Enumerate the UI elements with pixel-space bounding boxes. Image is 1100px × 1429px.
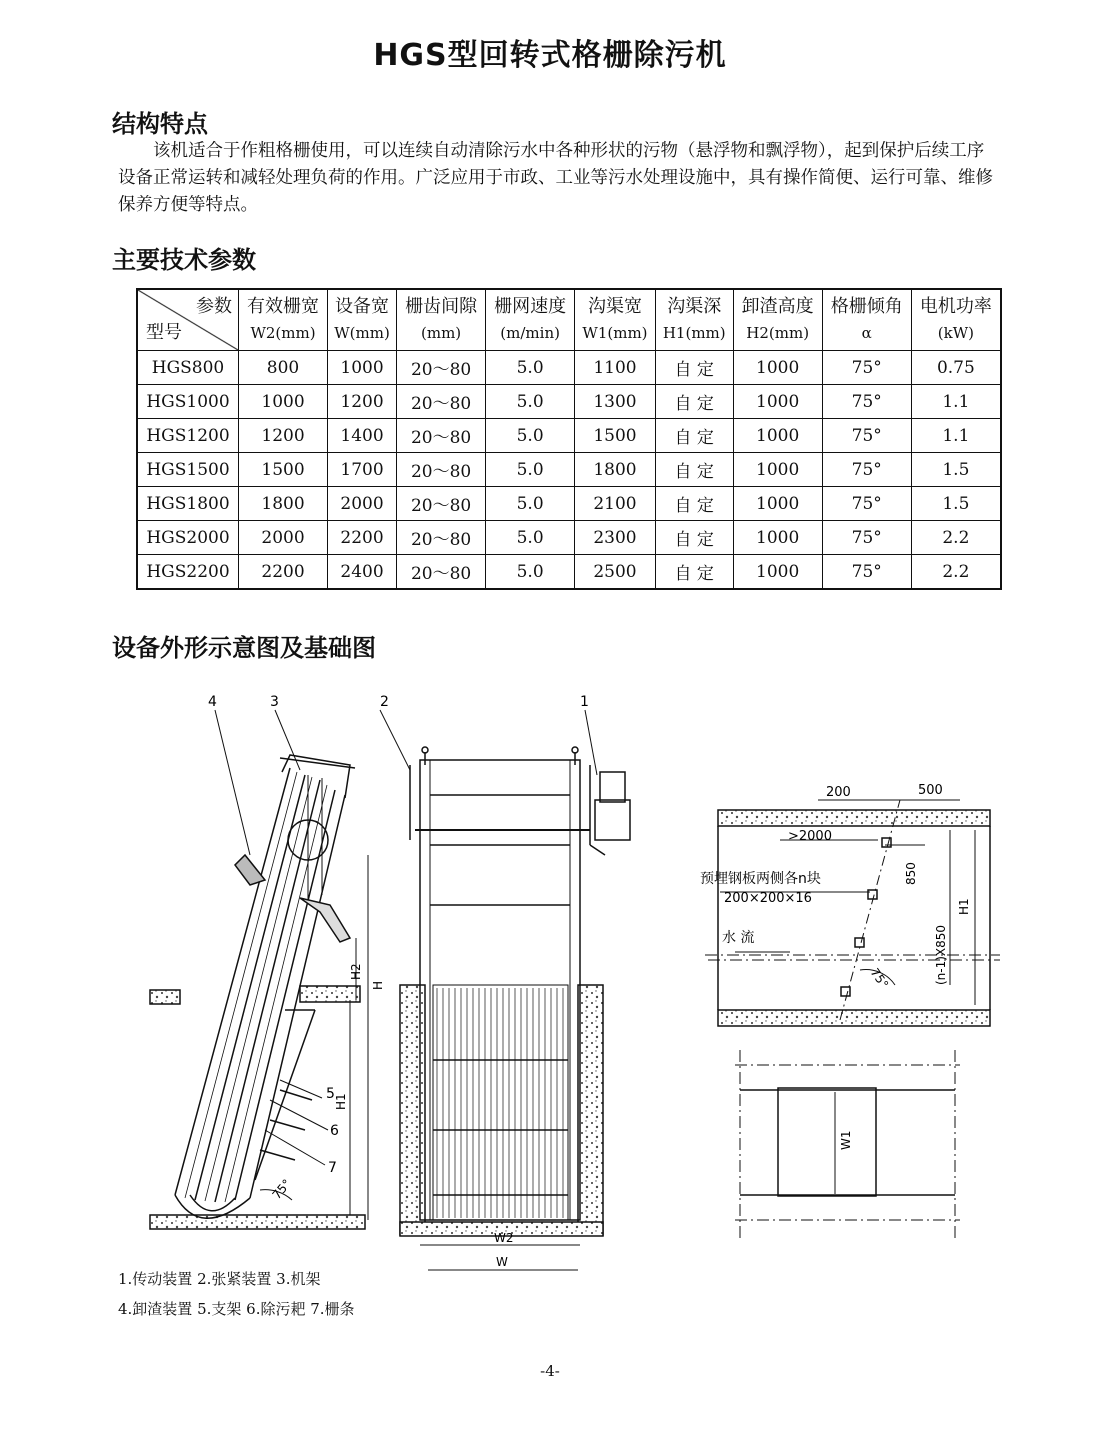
column-header: 电机功率 (kW) — [911, 289, 1001, 351]
table-cell: 2000 — [239, 521, 328, 555]
table-cell: 2000 — [328, 487, 397, 521]
table-cell: 1.5 — [911, 487, 1001, 521]
dim-500: 500 — [918, 783, 943, 798]
table-cell: 5.0 — [486, 453, 575, 487]
table-body — [137, 351, 1001, 590]
water-flow: 水 流 — [722, 930, 755, 946]
column-header: 格栅倾角 α — [822, 289, 911, 351]
column-header: 沟渠深 H1(mm) — [655, 289, 733, 351]
table-cell: 5.0 — [486, 419, 575, 453]
table-cell: 20～80 — [397, 453, 486, 487]
table-cell: 20～80 — [397, 487, 486, 521]
table-cell: 自 定 — [655, 351, 733, 385]
gearbox — [595, 800, 630, 840]
front-view — [380, 710, 630, 1270]
table-cell: 20～80 — [397, 385, 486, 419]
corner-top-label: 参数 — [196, 296, 232, 317]
bottom-slab — [718, 1010, 990, 1026]
table-cell: 75° — [822, 419, 911, 453]
table-cell: 1300 — [575, 385, 656, 419]
table-cell: 1400 — [328, 419, 397, 453]
table-cell: 2300 — [575, 521, 656, 555]
motor — [600, 772, 625, 802]
table-cell: 5.0 — [486, 555, 575, 590]
table-cell: 2400 — [328, 555, 397, 590]
ground-slab-right — [300, 986, 360, 1002]
label-5: 5 — [326, 1086, 335, 1102]
features-heading: 结构特点 — [112, 110, 208, 138]
features-text: 该机适合于作粗格栅使用，可以连续自动清除污水中各种形状的污物（悬浮物和飘浮物），起到保护后续工序设备正常运转和减轻处理负荷的作用。广泛应用于市政、工业等污水处理设施中，具有操作简便、运行可靠、维修保养方便等特点。 — [118, 141, 993, 215]
model-cell: HGS2200 — [137, 555, 239, 590]
diagram-heading: 设备外形示意图及基础图 — [112, 634, 376, 662]
side-view — [150, 710, 368, 1229]
table-row — [137, 521, 1001, 555]
dim-200: 200 — [826, 785, 851, 800]
label-angle: 75° — [269, 1176, 294, 1202]
table-cell: 1500 — [575, 419, 656, 453]
column-header: 沟渠宽 W1(mm) — [575, 289, 656, 351]
table-cell: 1000 — [733, 419, 822, 453]
label-w2: W2 — [494, 1231, 514, 1245]
table-cell: 20～80 — [397, 419, 486, 453]
table-cell: 20～80 — [397, 351, 486, 385]
top-slab — [718, 810, 990, 826]
table-cell: 75° — [822, 521, 911, 555]
table-cell: 自 定 — [655, 521, 733, 555]
table-cell: 800 — [239, 351, 328, 385]
table-row — [137, 453, 1001, 487]
page-number: -4- — [540, 1362, 560, 1380]
table-cell: 20～80 — [397, 521, 486, 555]
table-cell: 1800 — [575, 453, 656, 487]
table-cell: 1000 — [733, 385, 822, 419]
table-cell: 自 定 — [655, 555, 733, 590]
column-header: 卸渣高度 H2(mm) — [733, 289, 822, 351]
table-cell: 75° — [822, 351, 911, 385]
model-cell: HGS1200 — [137, 419, 239, 453]
table-row — [137, 419, 1001, 453]
table-cell: 1000 — [733, 453, 822, 487]
model-cell: HGS1500 — [137, 453, 239, 487]
corner-header — [137, 289, 239, 351]
table-cell: 1800 — [239, 487, 328, 521]
label-4: 4 — [208, 694, 217, 710]
dim-angle: 75° — [867, 965, 892, 992]
params-table — [136, 288, 1002, 590]
table-row — [137, 351, 1001, 385]
ground-slab-left — [150, 990, 180, 1004]
corner-bottom-label: 型号 — [146, 322, 182, 343]
table-cell: 2.2 — [911, 555, 1001, 590]
page-title: HGS型回转式格栅除污机 — [373, 38, 727, 73]
embed-size: 200×200×16 — [724, 891, 812, 906]
equipment-diagram — [0, 680, 1100, 1280]
table-cell: 自 定 — [655, 419, 733, 453]
table-cell: 0.75 — [911, 351, 1001, 385]
table-cell: 1000 — [733, 555, 822, 590]
table-row — [137, 555, 1001, 590]
model-cell: HGS2000 — [137, 521, 239, 555]
table-row — [137, 487, 1001, 521]
table-cell: 1.1 — [911, 385, 1001, 419]
column-header: 有效栅宽 W2(mm) — [239, 289, 328, 351]
ground-bottom — [150, 1215, 365, 1229]
label-2: 2 — [380, 694, 389, 710]
table-cell: 75° — [822, 555, 911, 590]
dim-n-minus: (n-1)X850 — [934, 924, 948, 985]
table-row — [137, 385, 1001, 419]
table-header-row — [137, 289, 1001, 351]
label-h1: H1 — [334, 1093, 348, 1110]
table-cell: 75° — [822, 487, 911, 521]
table-cell: 1000 — [733, 487, 822, 521]
dim-gt2000: >2000 — [788, 829, 832, 844]
embed-note: 预埋钢板两侧各n块 — [700, 871, 821, 887]
dim-h1: H1 — [957, 898, 971, 915]
column-header: 栅网速度 (m/min) — [486, 289, 575, 351]
label-w: W — [496, 1255, 508, 1269]
table-cell: 2200 — [239, 555, 328, 590]
grate-bars — [433, 988, 568, 1218]
table-cell: 1.1 — [911, 419, 1001, 453]
label-h2: H2 — [349, 963, 363, 980]
table-cell: 5.0 — [486, 521, 575, 555]
table-cell: 1500 — [239, 453, 328, 487]
label-h: H — [371, 980, 385, 990]
table-cell: 自 定 — [655, 453, 733, 487]
table-cell: 2.2 — [911, 521, 1001, 555]
model-cell: HGS1000 — [137, 385, 239, 419]
table-cell: 1000 — [328, 351, 397, 385]
table-cell: 5.0 — [486, 385, 575, 419]
table-cell: 20～80 — [397, 555, 486, 590]
table-cell: 1100 — [575, 351, 656, 385]
table-cell: 2100 — [575, 487, 656, 521]
table-cell: 1000 — [733, 521, 822, 555]
pit-wall-left — [400, 985, 425, 1235]
label-1: 1 — [580, 694, 589, 710]
dim-w1: W1 — [839, 1130, 853, 1150]
table-cell: 1000 — [239, 385, 328, 419]
table-cell: 2500 — [575, 555, 656, 590]
table-cell: 5.0 — [486, 487, 575, 521]
column-header: 设备宽 W(mm) — [328, 289, 397, 351]
legend-line-1: 1.传动装置 2.张紧装置 3.机架 — [118, 1270, 321, 1288]
label-7: 7 — [328, 1160, 337, 1176]
table-cell: 1.5 — [911, 453, 1001, 487]
pit-wall-right — [578, 985, 603, 1235]
table-cell: 75° — [822, 453, 911, 487]
table-cell: 1000 — [733, 351, 822, 385]
features-paragraph — [118, 138, 998, 219]
table-cell: 1700 — [328, 453, 397, 487]
table-cell: 自 定 — [655, 385, 733, 419]
table-cell: 5.0 — [486, 351, 575, 385]
foundation-section — [705, 800, 1000, 1026]
table-cell: 1200 — [328, 385, 397, 419]
table-cell: 75° — [822, 385, 911, 419]
table-cell: 自 定 — [655, 487, 733, 521]
model-cell: HGS800 — [137, 351, 239, 385]
column-header: 栅齿间隙 (mm) — [397, 289, 486, 351]
model-cell: HGS1800 — [137, 487, 239, 521]
label-3: 3 — [270, 694, 279, 710]
params-heading: 主要技术参数 — [112, 246, 256, 274]
table-cell: 2200 — [328, 521, 397, 555]
table-cell: 1200 — [239, 419, 328, 453]
legend-line-2: 4.卸渣装置 5.支架 6.除污耙 7.栅条 — [118, 1300, 355, 1318]
dim-850: 850 — [904, 862, 918, 885]
label-6: 6 — [330, 1123, 339, 1139]
